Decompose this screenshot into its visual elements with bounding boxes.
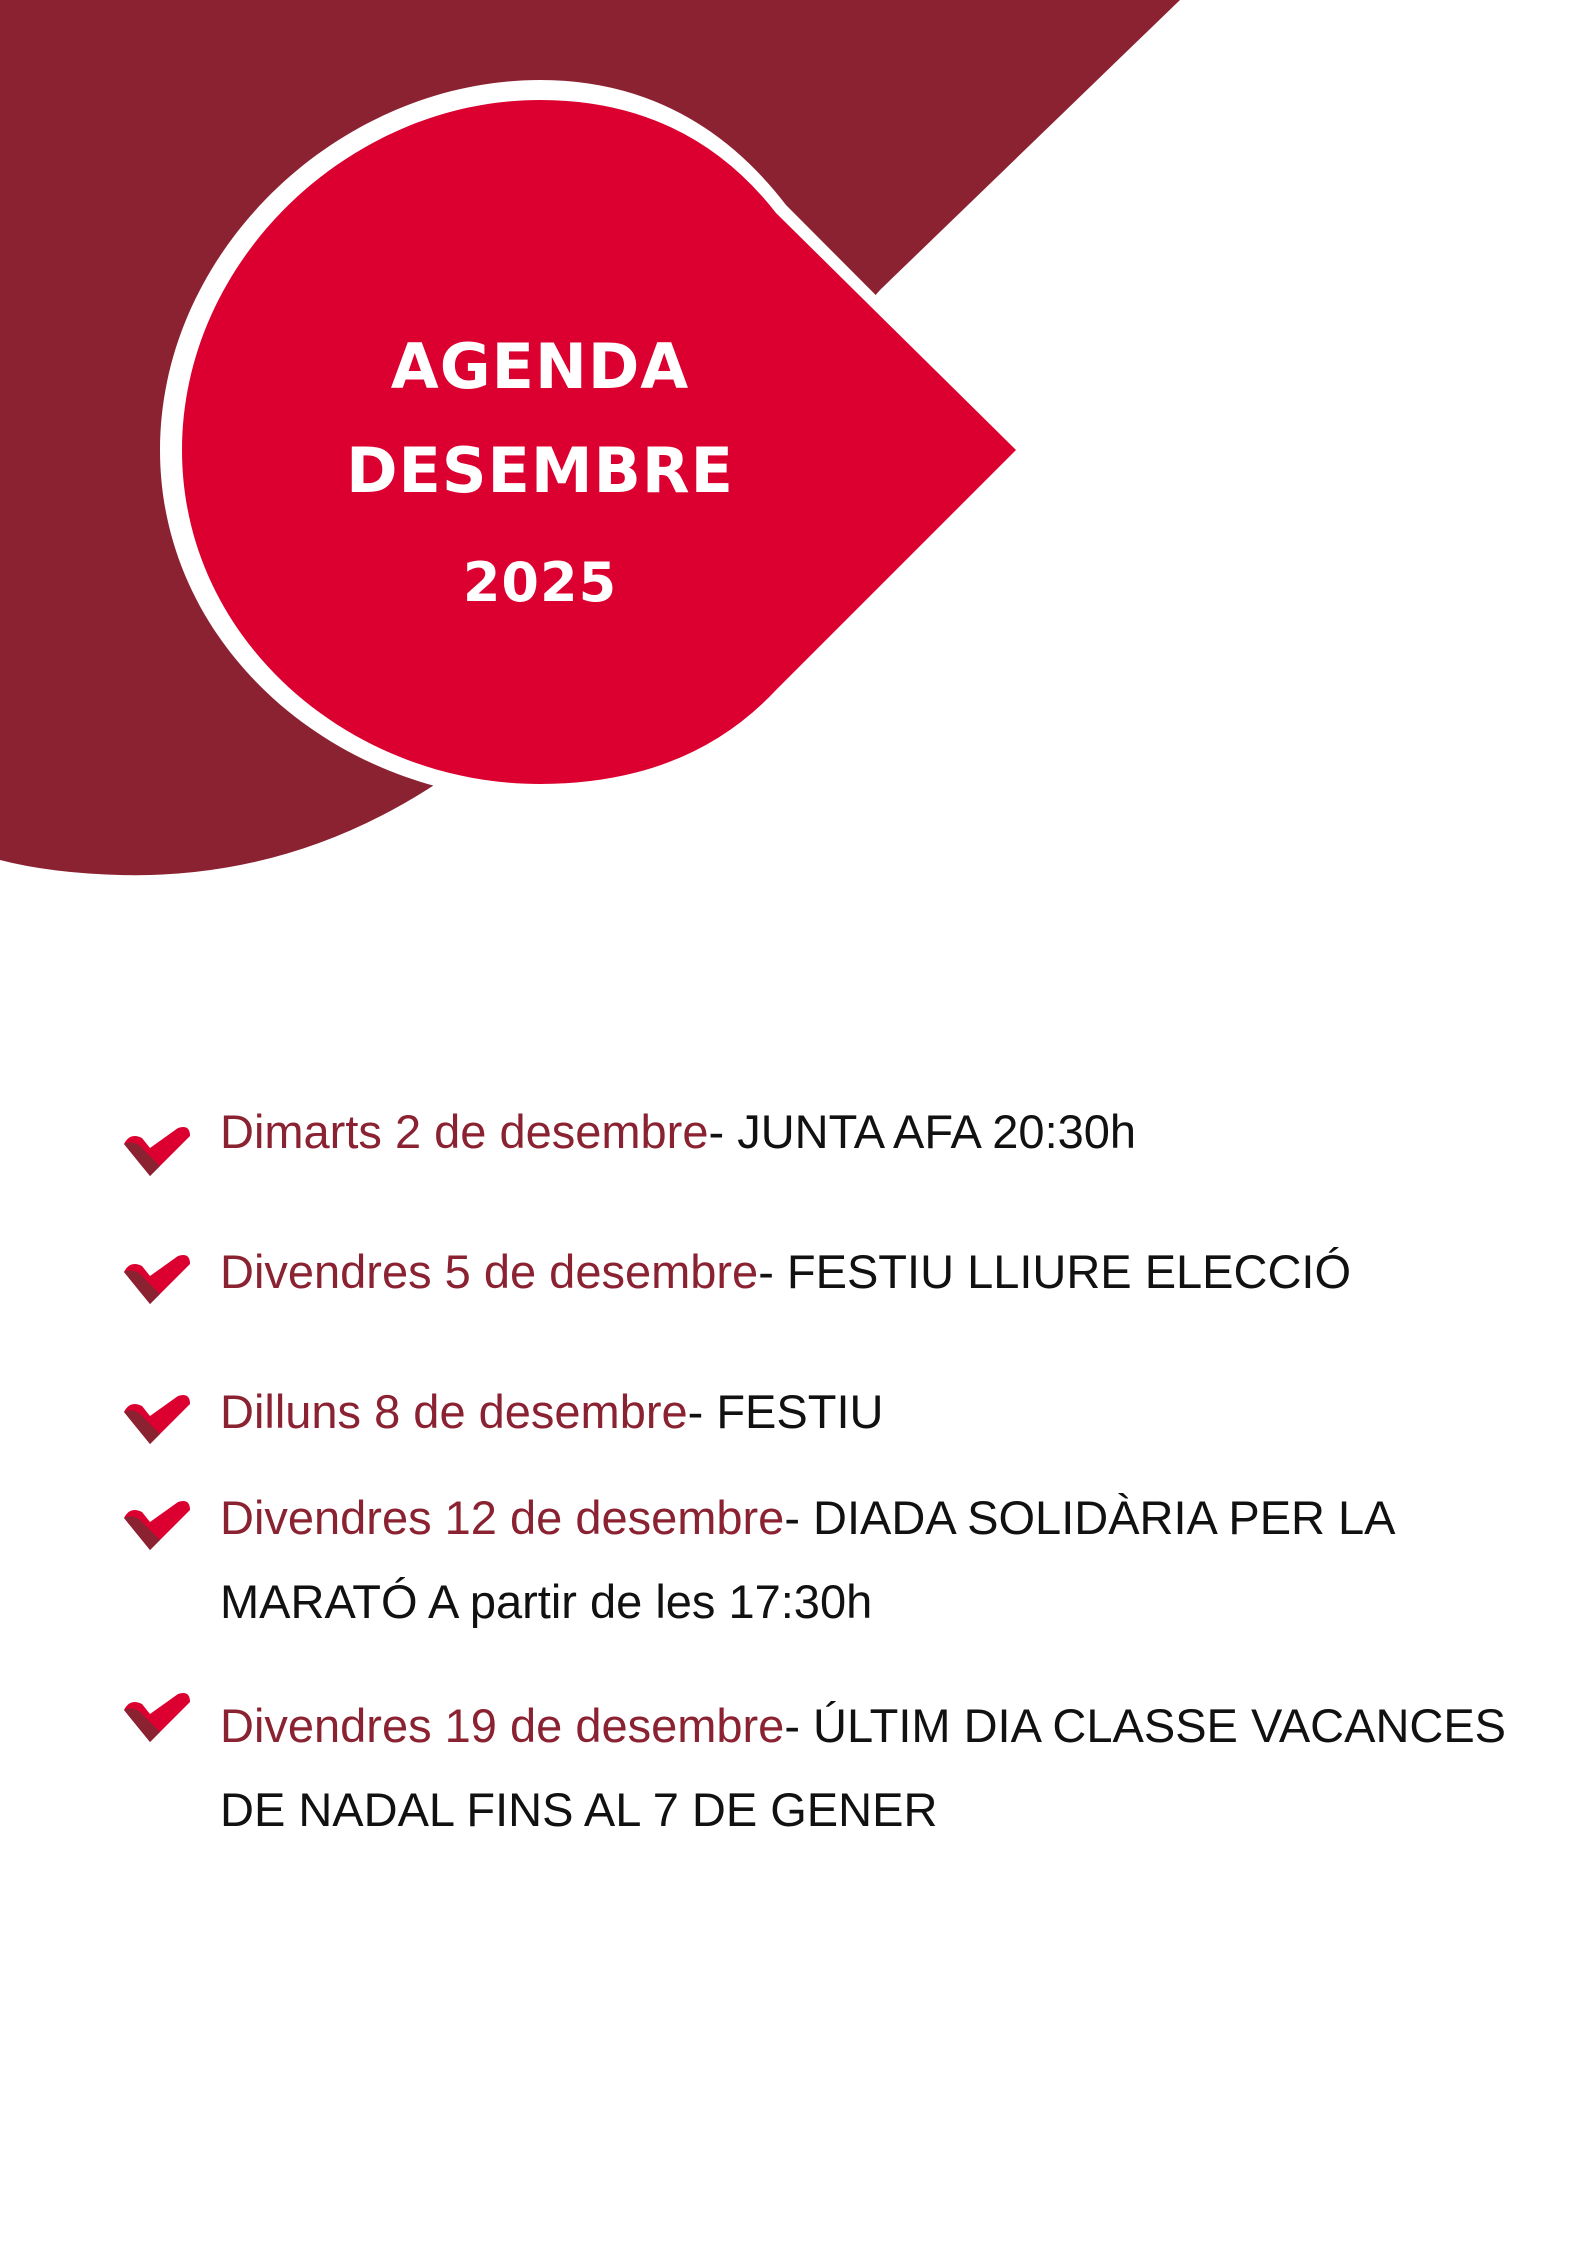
agenda-item (120, 1684, 1520, 1852)
agenda-item (120, 1230, 1520, 1314)
title-line-month: DESEMBRE (346, 434, 734, 507)
agenda-item (120, 1090, 1520, 1174)
heart-check-icon (120, 1392, 194, 1448)
heart-check-icon (120, 1252, 194, 1308)
agenda-detail: - FESTIU (687, 1385, 884, 1438)
agenda-detail: - JUNTA AFA 20:30h (708, 1105, 1137, 1158)
title-line-agenda: AGENDA (390, 330, 690, 403)
agenda-date: Dilluns 8 de desembre (220, 1385, 688, 1438)
agenda-detail: - FESTIU LLIURE ELECCIÓ (758, 1245, 1352, 1298)
agenda-date: Divendres 5 de desembre (220, 1245, 759, 1298)
agenda-title (250, 315, 830, 643)
agenda-item (120, 1476, 1520, 1644)
title-line-year: 2025 (462, 551, 618, 614)
agenda-detail: - DIADA SOLIDÀRIA PER LA MARATÓ A partir de les 17:30h (220, 1491, 1393, 1628)
agenda-list (120, 1090, 1520, 1852)
agenda-date: Divendres 19 de desembre (220, 1699, 785, 1752)
heart-check-icon (120, 1690, 194, 1746)
heart-check-icon (120, 1124, 194, 1180)
agenda-date: Dimarts 2 de desembre (220, 1105, 709, 1158)
agenda-detail: - ÚLTIM DIA CLASSE VACANCES DE NADAL FINS AL 7 DE GENER (220, 1699, 1507, 1836)
agenda-date: Divendres 12 de desembre (220, 1491, 785, 1544)
heart-check-icon (120, 1498, 194, 1554)
agenda-item (120, 1370, 1520, 1454)
